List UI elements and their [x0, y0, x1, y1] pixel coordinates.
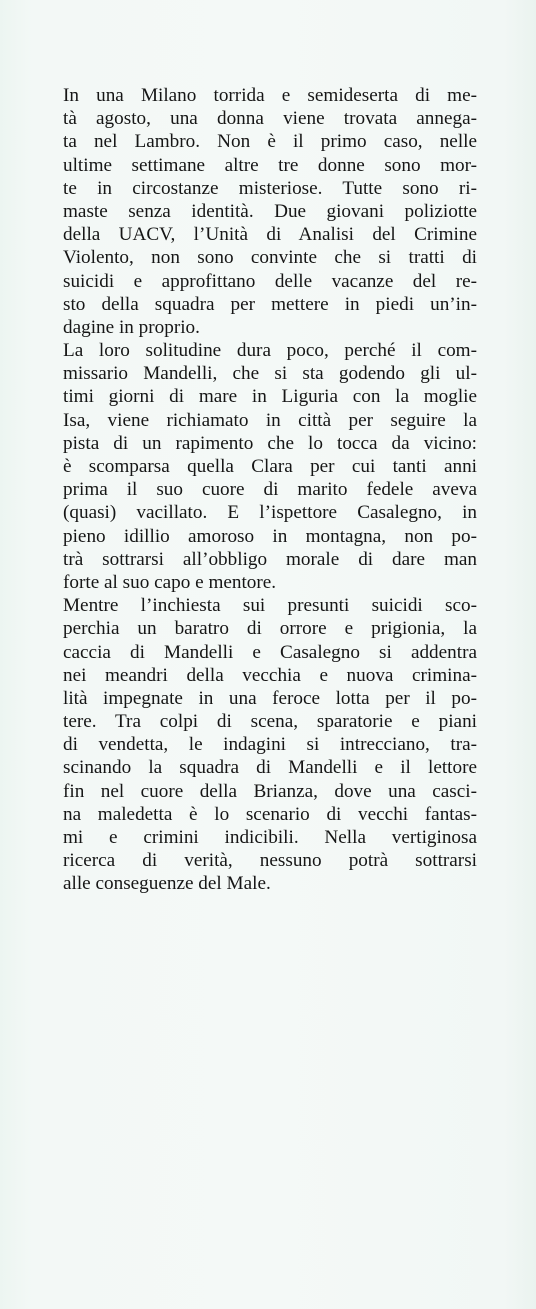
blurb-line: lità impegnate in una feroce lotta per il po-	[63, 687, 477, 709]
blurb-line: perchia un baratro di orrore e prigionia, la	[63, 618, 477, 640]
blurb-line: dagine in proprio.	[63, 316, 200, 338]
blurb-line: trà sottrarsi all’obbligo morale di dare man	[63, 548, 477, 570]
blurb-line: In una Milano torrida e semideserta di me-	[63, 85, 477, 106]
blurb-line: Violento, non sono convinte che si tratti di	[63, 247, 477, 269]
blurb-line: pieno idillio amoroso in montagna, non po-	[63, 525, 477, 547]
book-blurb	[63, 84, 477, 896]
blurb-line: Isa, viene richiamato in città per seguire la	[63, 409, 477, 431]
blurb-line: missario Mandelli, che si sta godendo gli ul-	[63, 363, 477, 385]
blurb-line: na maledetta è lo scenario di vecchi fantas-	[63, 803, 477, 825]
blurb-line: nei meandri della vecchia e nuova crimina-	[63, 664, 477, 686]
blurb-line: te in circostanze misteriose. Tutte sono ri-	[63, 177, 477, 199]
blurb-line: tà agosto, una donna viene trovata annega-	[63, 108, 477, 130]
blurb-line: tere. Tra colpi di scena, sparatorie e piani	[63, 711, 477, 733]
blurb-line: alle conseguenze del Male.	[63, 873, 271, 895]
blurb-line: ta nel Lambro. Non è il primo caso, nelle	[63, 131, 477, 153]
blurb-line: timi giorni di mare in Liguria con la moglie	[63, 386, 477, 408]
blurb-line: pista di un rapimento che lo tocca da vicino:	[63, 432, 477, 454]
blurb-line: caccia di Mandelli e Casalegno si addentra	[63, 641, 477, 663]
blurb-line: scinando la squadra di Mandelli e il lettore	[63, 757, 477, 779]
blurb-line: (quasi) vacillato. E l’ispettore Casalegno, in	[63, 502, 477, 524]
blurb-line: ultime settimane altre tre donne sono mor-	[63, 154, 477, 176]
blurb-paragraph	[63, 339, 477, 594]
blurb-line: ricerca di verità, nessuno potrà sottrarsi	[63, 850, 477, 872]
blurb-line: forte al suo capo e mentore.	[63, 571, 277, 593]
blurb-line: La loro solitudine dura poco, perché il com-	[63, 340, 477, 362]
blurb-paragraph	[63, 84, 477, 339]
blurb-line: della UACV, l’Unità di Analisi del Crimine	[63, 224, 477, 246]
blurb-line: maste senza identità. Due giovani poliziotte	[63, 200, 477, 222]
blurb-line: mi e crimini indicibili. Nella vertiginosa	[63, 827, 477, 848]
blurb-line: suicidi e approfittano delle vacanze del re-	[63, 270, 477, 292]
blurb-line: prima il suo cuore di marito fedele aveva	[63, 479, 477, 501]
blurb-paragraph	[63, 594, 477, 895]
blurb-line: Mentre l’inchiesta sui presunti suicidi sco-	[63, 595, 477, 617]
blurb-line: fin nel cuore della Brianza, dove una casci-	[63, 780, 477, 802]
blurb-line: sto della squadra per mettere in piedi un’in-	[63, 293, 477, 315]
blurb-line: di vendetta, le indagini si intrecciano, tra-	[63, 734, 477, 756]
blurb-line: è scomparsa quella Clara per cui tanti anni	[63, 456, 477, 477]
